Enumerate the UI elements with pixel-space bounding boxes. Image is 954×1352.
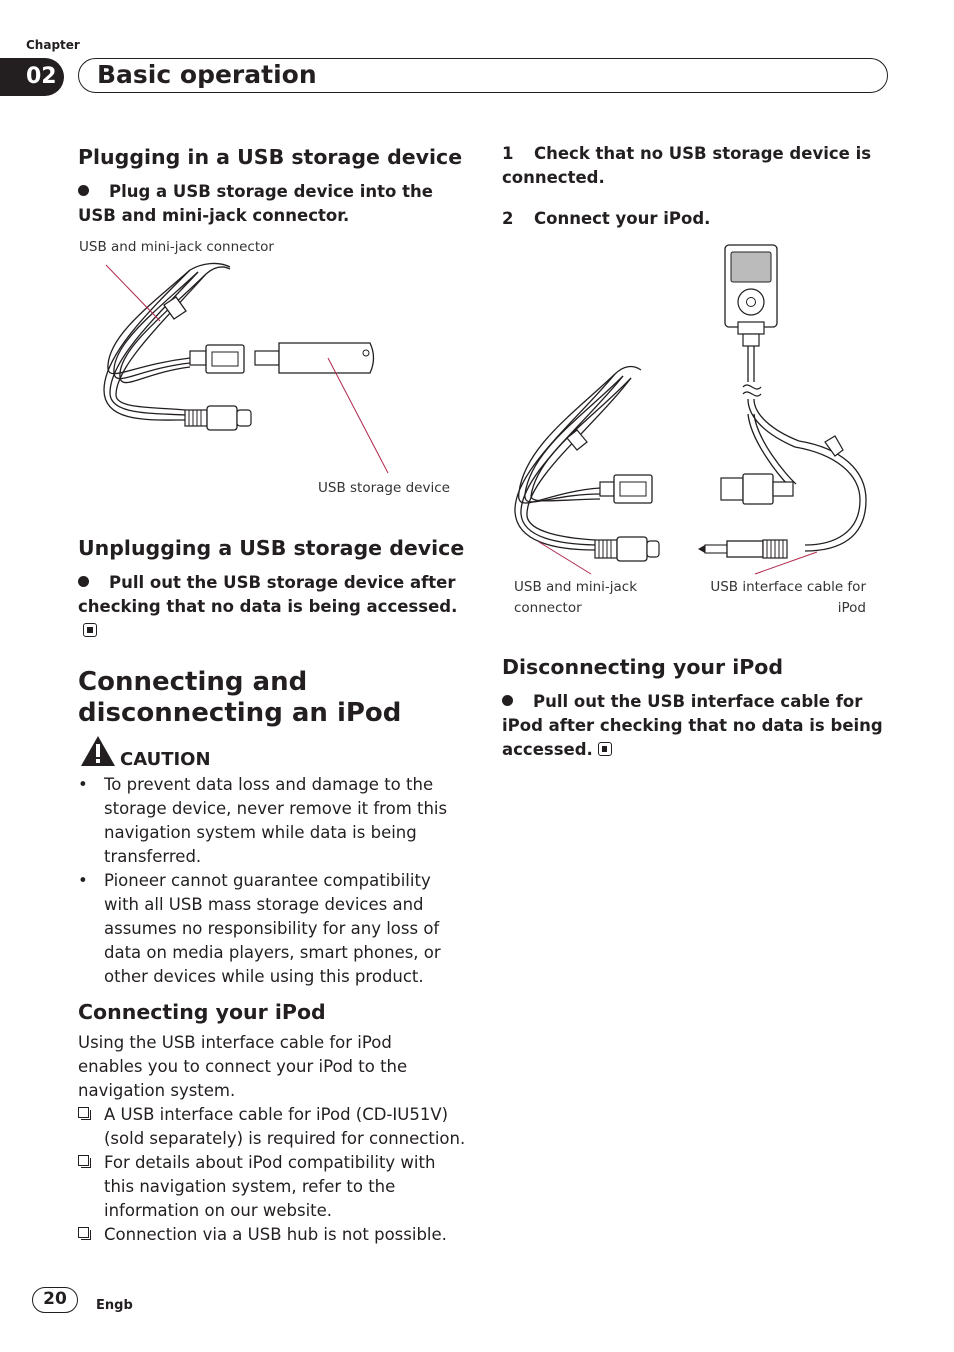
caution-label: CAUTION <box>120 749 211 770</box>
minijack-female-connector <box>617 537 647 561</box>
step-1: 1 Check that no USB storage device is connected. <box>502 144 872 187</box>
unplug-heading: Unplugging a USB storage device <box>78 536 465 560</box>
caution-list <box>78 773 462 989</box>
figure-label-cable: USB interface cable for iPod <box>710 579 866 616</box>
note-square-icon <box>78 1155 89 1166</box>
cable-band <box>567 430 587 450</box>
unplug-bullet: Pull out the USB storage device after checking that no data is being accessed. <box>78 571 463 643</box>
bullet-icon <box>502 695 513 706</box>
plug-heading: Plugging in a USB storage device <box>78 145 463 169</box>
usb-female-ferrule <box>600 482 614 496</box>
note-item: For details about iPod compatibility with this navigation system, refer to the information on our website. <box>78 1151 466 1223</box>
plug-bullet: Plug a USB storage device into the USB and mini-jack connector. <box>78 182 433 225</box>
end-mark-icon <box>598 742 612 756</box>
page-number: 20 <box>32 1287 78 1313</box>
disconnect-heading: Disconnecting your iPod <box>502 655 784 679</box>
chapter-title: Basic operation <box>78 58 888 93</box>
figure-label-connector: USB and mini-jack connector <box>79 239 274 255</box>
language-code: Engb <box>96 1298 133 1313</box>
figure-label-connector: USB and mini-jack connector <box>514 579 638 616</box>
caution-item: • Pioneer cannot guarantee compatibility with all USB mass storage devices and assumes no responsibility for any loss of data on media players, smart phones, or other devices while using this product. <box>78 871 441 986</box>
usb-male-plug <box>721 478 743 500</box>
usb-storage-plug <box>255 351 279 365</box>
minijack-grip <box>185 410 207 426</box>
connect-intro: Using the USB interface cable for iPod enables you to connect your iPod to the navigation system. <box>78 1033 408 1100</box>
note-item: A USB interface cable for iPod (CD-IU51V) (sold separately) is required for connection. <box>78 1103 466 1151</box>
usb-storage-body <box>279 343 374 373</box>
caution-item: • To prevent data loss and damage to the storage device, never remove it from this navigation system while data is being transferred. <box>78 775 448 866</box>
minijack-male-tip <box>705 545 727 553</box>
bullet-icon <box>78 576 89 587</box>
step-2: 2 Connect your iPod. <box>502 209 711 228</box>
note-item: Connection via a USB hub is not possible. <box>78 1223 466 1247</box>
note-square-icon <box>78 1107 89 1118</box>
usb-male-body <box>743 474 773 504</box>
usb-female-ferrule <box>190 351 206 365</box>
minijack-grip <box>595 540 617 558</box>
ipod-connection-figure <box>505 242 875 582</box>
minijack-female-connector <box>207 406 237 430</box>
end-mark-icon <box>83 623 97 637</box>
disconnect-bullet: Pull out the USB interface cable for iPod after checking that no data is being accessed. <box>502 692 883 759</box>
note-square-icon <box>78 1227 89 1238</box>
connect-heading: Connecting your iPod <box>78 1000 326 1024</box>
chapter-number: 02 <box>0 58 64 96</box>
cable-band <box>825 436 843 456</box>
dock-connector <box>738 322 764 334</box>
ipod-screen <box>731 252 771 282</box>
figure-label-usb-device: USB storage device <box>318 480 450 496</box>
usb-connector-figure <box>90 255 470 480</box>
bullet-icon <box>78 185 89 196</box>
ipod-section-title: Connecting and disconnecting an iPod <box>78 667 402 728</box>
chapter-label: Chapter <box>26 38 80 52</box>
minijack-male-body <box>727 541 763 557</box>
connect-notes <box>78 1103 466 1247</box>
warning-triangle-icon <box>80 735 116 767</box>
